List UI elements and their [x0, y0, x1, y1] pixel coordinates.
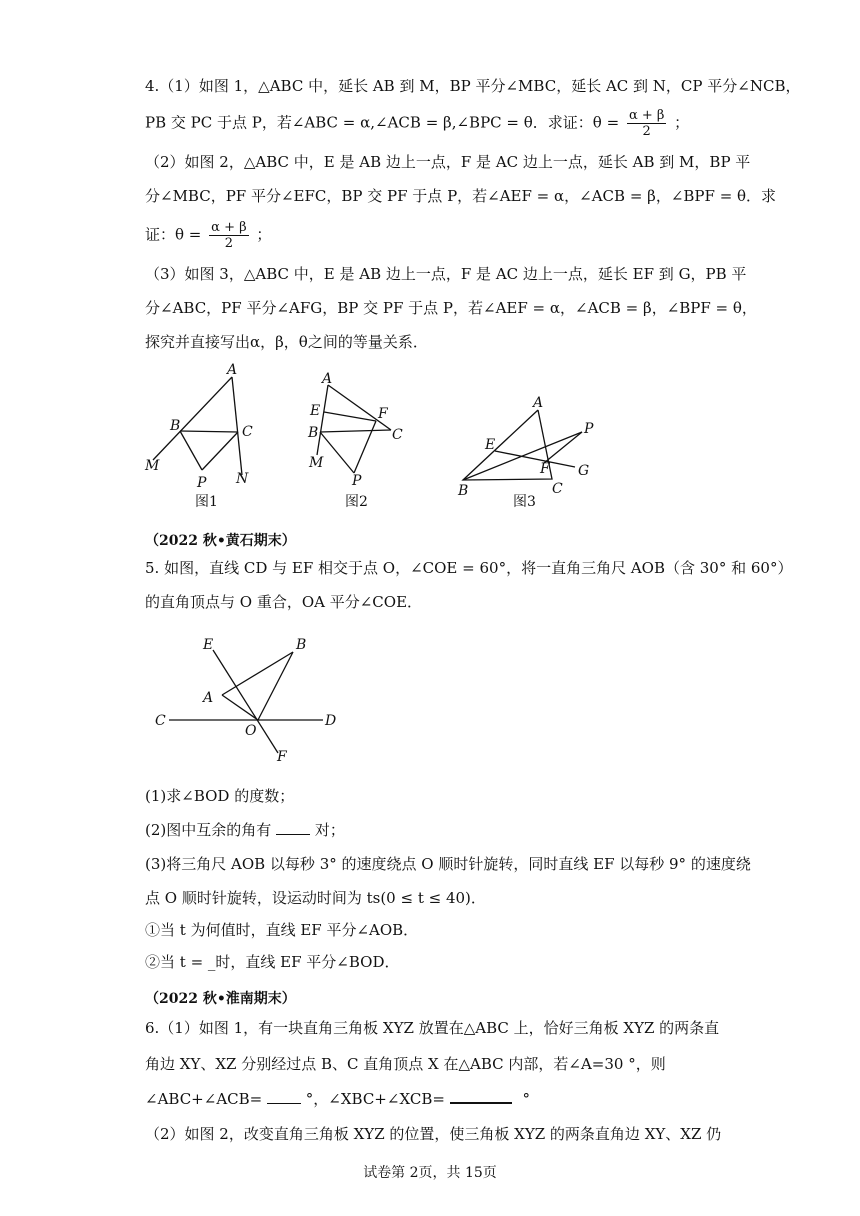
fig3-label-a: A [533, 395, 544, 411]
q5-part-3-sub-1: ①当 t 为何值时，直线 EF 平分∠AOB． [145, 921, 419, 939]
q4-line-5-end: ； [256, 225, 272, 244]
figure-2 [307, 371, 403, 510]
fraction-numerator: α + β [628, 108, 665, 123]
q6-line-3 [145, 1088, 735, 1109]
figure-1 [144, 362, 253, 510]
q4-source: （2022 秋•黄石期末） [145, 533, 296, 549]
q5-figure [145, 625, 365, 765]
fig1-label-n: N [236, 471, 249, 487]
q5-label-d: D [325, 713, 337, 729]
page-footer: 试卷第 2页，共 15页 [363, 1165, 497, 1181]
fraction-denominator: 2 [642, 124, 651, 139]
q4-line-1: 4.（1）如图 1，△ABC 中，延长 AB 到 M，BP 平分∠MBC，延长 AC 到 N，CP 平分∠NCB， [145, 77, 801, 95]
fig3-label-e: E [485, 437, 496, 453]
fig2-label-p: P [352, 473, 362, 489]
q4-fraction-2 [209, 220, 248, 251]
fig1-label-a: A [227, 362, 238, 378]
q5-line-1: 5. 如图，直线 CD 与 EF 相交于点 O，∠COE = 60°，将一直角三角尺 AOB（含 30° 和 60°） [145, 559, 793, 577]
q4-line-3: （2）如图 2，△ABC 中，E 是 AB 边上一点，F 是 AC 边上一点，延长 AB 到 M，BP 平 [145, 153, 751, 171]
q5-part-2-text: (2)图中互余的角有 [145, 821, 272, 839]
q5-part-2 [145, 820, 735, 840]
fig1-label-c: C [242, 424, 253, 440]
q5-label-b: B [296, 637, 307, 653]
q4-line-4: 分∠MBC，PF 平分∠EFC，BP 交 PF 于点 P，若∠AEF = α，∠ACB = β，∠BPF = θ．求 [145, 187, 777, 205]
q5-part-3b: 点 O 顺时针旋转，设运动时间为 ts(0 ≤ t ≤ 40)． [145, 889, 486, 907]
q4-line-6: （3）如图 3，△ABC 中，E 是 AB 边上一点，F 是 AC 边上一点，延长 EF 到 G，PB 平 [145, 265, 747, 283]
q4-figures [130, 355, 630, 525]
fig3-label-g: G [578, 463, 590, 479]
q5-label-f: F [277, 749, 287, 765]
q5-part-2-end: 对； [314, 821, 345, 839]
fig1-label-m: M [145, 458, 160, 474]
q5-label-o: O [245, 723, 257, 739]
q4-line-2-text: PB 交 PC 于点 P，若∠ABC = α,∠ACB = β,∠BPC = θ．求证：θ = [145, 113, 620, 132]
q5-label-c: C [155, 713, 166, 729]
fig2-label-c: C [392, 427, 403, 443]
fig2-label-m: M [309, 455, 324, 471]
q4-line-5-text: 证：θ = [145, 225, 202, 244]
fig3-label-f: F [540, 461, 550, 477]
q4-line-5 [145, 220, 735, 251]
q6-line-3-end: ° [522, 1090, 530, 1108]
answer-blank[interactable] [276, 820, 310, 835]
fig2-label-f: F [378, 406, 388, 422]
fig3-caption: 图3 [513, 494, 536, 510]
q5-line-2: 的直角顶点与 O 重合，OA 平分∠COE． [145, 593, 423, 611]
q6-line-3-mid: °，∠XBC+∠XCB= [305, 1090, 445, 1108]
answer-blank-1[interactable] [267, 1089, 301, 1104]
q5-label-e: E [203, 637, 214, 653]
fig1-label-p: P [197, 475, 207, 491]
fraction-denominator: 2 [224, 236, 234, 251]
q4-fraction-1 [627, 108, 666, 139]
fig2-label-e: E [310, 403, 321, 419]
q5-part-1: (1)求∠BOD 的度数； [145, 787, 295, 805]
q4-line-2-end: ； [674, 113, 690, 132]
q6-line-2: 角边 XY、XZ 分别经过点 B、C 直角顶点 X 在△ABC 内部，若∠A=30 °，则 [145, 1055, 666, 1073]
figure-3 [457, 395, 594, 510]
fig1-label-b: B [170, 418, 181, 434]
q4-line-7: 分∠ABC，PF 平分∠AFG，BP 交 PF 于点 P，若∠AEF = α，∠ACB = β，∠BPF = θ， [145, 299, 757, 317]
fig3-label-b: B [458, 483, 469, 499]
q5-source: （2022 秋•淮南期末） [145, 991, 296, 1007]
q5-part-3-sub-2: ②当 t = _时，直线 EF 平分∠BOD． [145, 953, 400, 971]
q6-line-3-text: ∠ABC+∠ACB= [145, 1090, 263, 1108]
q5-label-a: A [203, 690, 214, 706]
fig2-label-a: A [322, 371, 333, 387]
fig2-label-b: B [308, 425, 319, 441]
q4-line-2 [145, 108, 735, 139]
answer-blank-2[interactable] [450, 1088, 512, 1104]
fig2-caption: 图2 [345, 494, 368, 510]
fraction-numerator: α + β [211, 220, 247, 235]
q6-line-1: 6.（1）如图 1，有一块直角三角板 XYZ 放置在△ABC 上，恰好三角板 XYZ 的两条直 [145, 1019, 720, 1037]
q4-line-8: 探究并直接写出α，β，θ之间的等量关系． [145, 333, 428, 351]
q5-part-3a: (3)将三角尺 AOB 以每秒 3° 的速度绕点 O 顺时针旋转，同时直线 EF 以每秒 9° 的速度绕 [145, 855, 751, 873]
fig3-label-p: P [584, 421, 594, 437]
q6-line-4: （2）如图 2，改变直角三角板 XYZ 的位置，使三角板 XYZ 的两条直角边 XY、XZ 仍 [145, 1125, 722, 1143]
fig1-caption: 图1 [195, 494, 218, 510]
fig3-label-c: C [552, 481, 563, 497]
